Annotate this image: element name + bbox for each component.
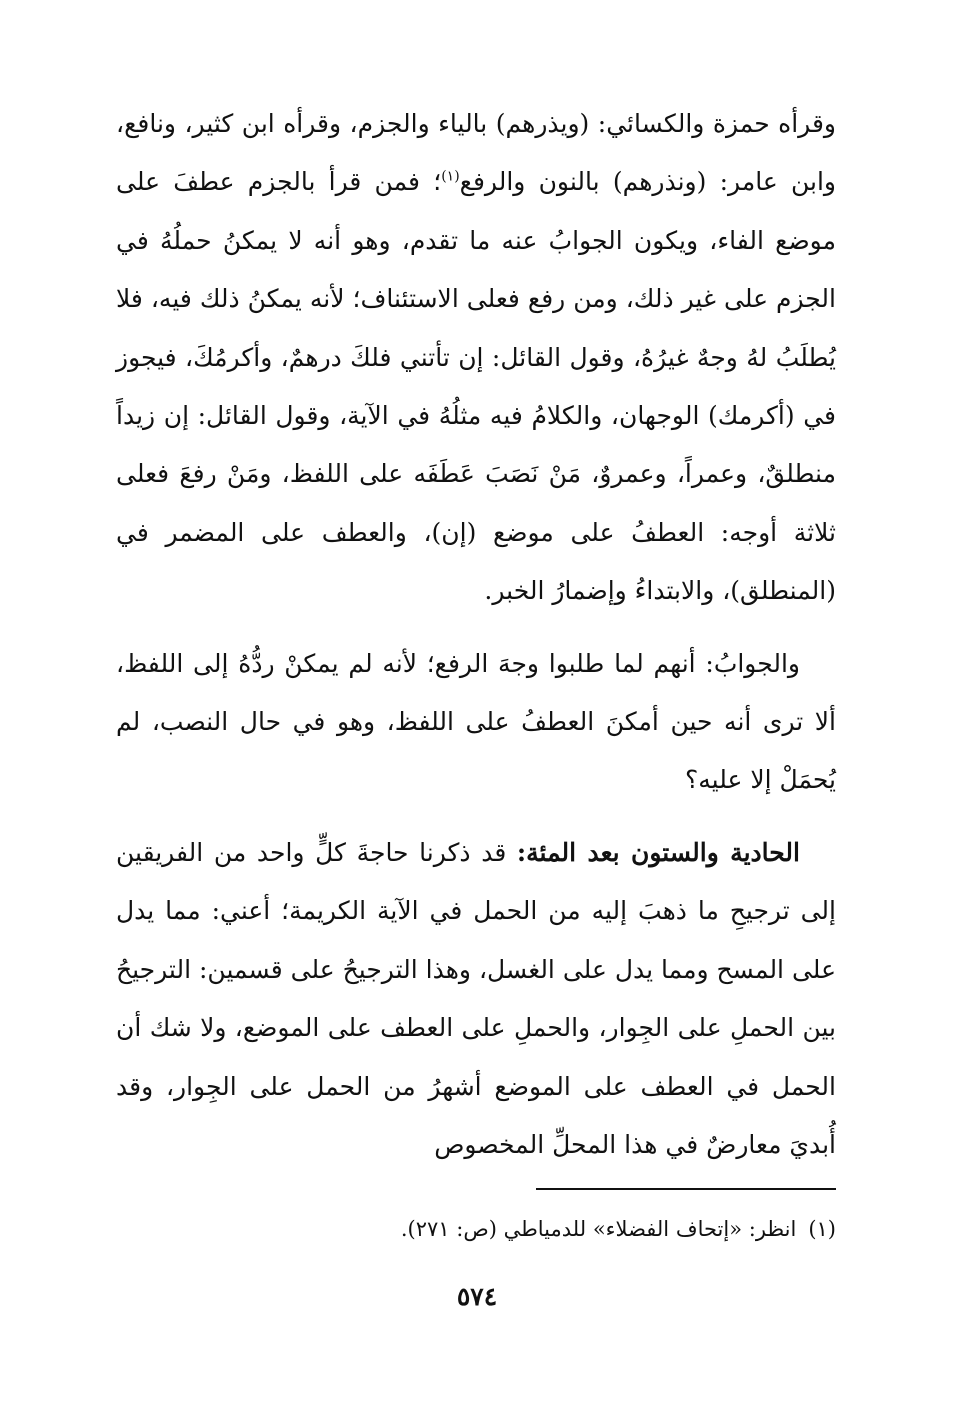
paragraph-text: ؛ فمن قرأ بالجزم عطفَ على موضع الفاء، ويكون الجوابُ عنه ما تقدم، وهو أنه لا يمكنُ حملُهُ في الجزم على غير ذلك، ومن رفع فعلى الاستئناف؛ لأنه يمكنُ ذلك فيه، فلا يُطلَبُ لهُ وجهٌ غيرُهُ، وقول القائل: إن تأتني فلكَ درهمٌ، وأكرمُكَ، فيجوز في (أكرمك) الوجهان، والكلامُ فيه مثلُهُ في الآية، وقول القائل: إن زيداً منطلقٌ، وعمراً، وعمروٌ، مَنْ نَصَبَ عَطَفَه على اللفظ، ومَنْ رفعَ فعلى ثلاثة أوجه: العطفُ على موضع (إن)، والعطف على المضمر في (المنطلق)، والابتداءُ وإضمارُ الخبر.: [116, 167, 836, 606]
section-heading: الحادية والستون بعد المئة:: [516, 837, 800, 867]
footnote: [116, 1214, 836, 1244]
footnote-text: انظر: «إتحاف الفضلاء» للدمياطي (ص: ٢٧١).: [400, 1217, 797, 1241]
page-number: ٥٧٤: [456, 1282, 498, 1311]
paragraph-readings: [116, 95, 836, 621]
footnote-marker: (١): [441, 169, 460, 186]
footnote-divider: [536, 1188, 836, 1190]
paragraph-text: قد ذكرنا حاجةَ كلٍّ واحد من الفريقين إلى ترجيحِ ما ذهبَ إليه من الحمل في الآية الكريمة؛ أعني: مما يدل على المسح ومما يدل على الغسل، وهذا الترجيحُ على قسمين: الترجيحُ بين الحملِ على الجِوار، والحملِ على العطف على الموضع، ولا شك أن الحمل في العطف على الموضع أشهرُ من الحمل على الجِوار، وقد أُبديَ معارضٌ في هذا المحلِّ المخصوص: [116, 837, 836, 1159]
footnote-number: (١): [808, 1217, 836, 1241]
main-text: [116, 95, 836, 1174]
paragraph-text: وقرأه حمزة والكسائي: (ويذرهم) بالياء والجزم، وقرأه ابن كثير، ونافع، وابن عامر: (ونذرهم) بالنون والرفع: [116, 109, 836, 197]
paragraph-section-161: [116, 824, 836, 1174]
paragraph-answer: [116, 635, 836, 810]
paragraph-text: والجوابُ: أنهم لما طلبوا وجهَ الرفع؛ لأنه لم يمكنْ ردُّهُ إلى اللفظ، ألا ترى أنه حين أمكنَ العطفُ على اللفظ، وهو في حال النصب، لم يُحمَلْ إلا عليه؟: [116, 648, 836, 795]
